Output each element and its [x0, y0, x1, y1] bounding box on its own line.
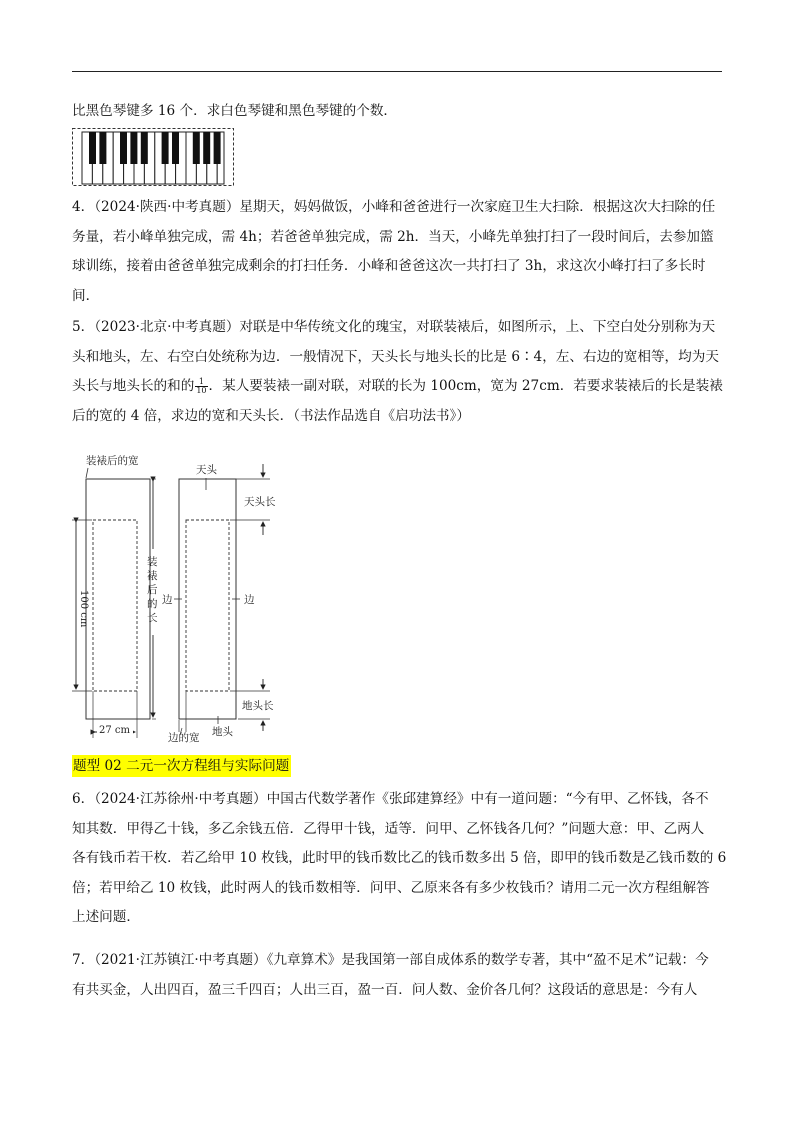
- question-7: [72, 946, 722, 1005]
- couplet-mounting-diagram: [64, 450, 294, 745]
- svg-text:长: 长: [147, 612, 158, 624]
- fraction-numerator: 1: [195, 378, 207, 387]
- label-bian-width: 边的宽: [168, 732, 200, 744]
- text-line: 比黑色琴键多 16 个．求白色琴键和黑色琴键的个数．: [72, 103, 398, 119]
- text-line: 各有钱币若干枚．若乙给甲 10 枚钱，此时甲的钱币数比乙的钱币数多出 5 倍，即甲的钱币数是乙钱币数的 6: [72, 850, 727, 866]
- label-ditou-length: 地头长: [242, 700, 274, 712]
- text-line: [72, 372, 722, 402]
- text-line: 4．（2024·陕西·中考真题）星期天，妈妈做饭，小峰和爸爸进行一次家庭卫生大扫除．根据这次大扫除的任: [72, 199, 716, 215]
- text-segment: ．某人要装裱一副对联，对联的长为 100cm，宽为 27cm．若要求装裱后的长是装裱: [208, 378, 723, 394]
- label-width-after: 装裱后的宽: [86, 455, 139, 467]
- text-line: 球训练，接着由爸爸单独完成剩余的打扫任务．小峰和爸爸这次一共打扫了 3h，求这次小峰打扫了多长时: [72, 258, 706, 274]
- question-3-tail: [72, 97, 722, 127]
- label-tiantou-length: 天头长: [244, 496, 276, 508]
- question-4: [72, 193, 722, 311]
- label-bian-right: 边: [244, 594, 255, 606]
- mounted-frame-left: [86, 479, 150, 719]
- section-heading: 题型 02 二元一次方程组与实际问题: [72, 755, 291, 777]
- label-bian-left: 边: [162, 594, 173, 606]
- question-5: [72, 313, 722, 431]
- label-ditou: 地头: [212, 726, 233, 738]
- question-6: [72, 785, 727, 933]
- text-line: 5．（2023·北京·中考真题）对联是中华传统文化的瑰宝，对联装裱后，如图所示，上、下空白处分别称为天: [72, 319, 716, 335]
- text-line: 间．: [72, 287, 100, 304]
- fraction-one-tenth: [195, 378, 207, 395]
- svg-text:的: 的: [147, 598, 158, 610]
- text-line: 7．（2021·江苏镇江·中考真题）《九章算术》是我国第一部自成体系的数学专著，其中“盈不足术”记载：今: [72, 952, 709, 968]
- piano-keys-figure: [72, 128, 234, 186]
- header-rule: [72, 71, 722, 72]
- couplet-inner-right: [186, 520, 229, 691]
- label-27cm: 27 cm: [99, 725, 130, 736]
- label-tiantou: 天头: [196, 464, 217, 476]
- label-length-after: [147, 555, 158, 624]
- svg-text:装: 装: [147, 556, 158, 568]
- text-line: 6．（2024·江苏徐州·中考真题）中国古代数学著作《张邱建算经》中有一道问题：“今有甲、乙怀钱，各不: [72, 791, 709, 807]
- text-line: 知其数．甲得乙十钱，多乙余钱五倍．乙得甲十钱，适等．问甲、乙怀钱各几何？”问题大意：甲、乙两人: [72, 820, 705, 837]
- text-line: 务量，若小峰单独完成，需 4h；若爸爸单独完成，需 2h．当天，小峰先单独打扫了一段时间后，去参加篮: [72, 228, 714, 245]
- text-line: 上述问题．: [72, 909, 140, 925]
- couplet-inner-left: [93, 520, 137, 691]
- text-line: 后的宽的 4 倍，求边的宽和天头长．（书法作品选自《启功法书》）: [72, 407, 470, 424]
- text-segment: 头长与地头长的和的: [72, 378, 195, 394]
- svg-text:后: 后: [147, 584, 158, 596]
- svg-text:裱: 裱: [147, 570, 158, 582]
- text-line: 头和地头，左、右空白处统称为边．一般情况下，天头长与地头长的比是 6∶4，左、右边的宽相等，均为天: [72, 348, 719, 365]
- label-100cm: 100 cm: [78, 590, 89, 628]
- mounted-frame-right: [179, 479, 236, 719]
- fraction-denominator: 10: [196, 386, 207, 395]
- text-line: 有共买金，人出四百，盈三千四百；人出三百，盈一百．问人数、金价各几何？这段话的意思是：今有人: [72, 981, 698, 998]
- text-line: 倍；若甲给乙 10 枚钱，此时两人的钱币数相等．问甲、乙原来各有多少枚钱币？请用二元一次方程组解答: [72, 879, 710, 896]
